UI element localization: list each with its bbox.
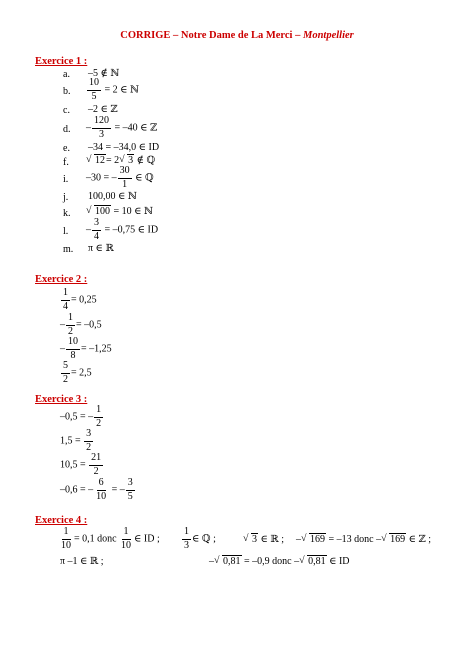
label-l: l. xyxy=(63,226,69,237)
label-i: i. xyxy=(63,174,69,185)
ex1-item-e: –34 = –34,0 ∈ ID xyxy=(88,142,160,153)
ex3-row-4: –0,6 = – $\frac{6}{10}$ = – $\frac{3}{5}$ xyxy=(60,477,133,502)
exercise-1-heading: Exercice 1 : xyxy=(35,56,88,67)
ex2-row-1: $\frac{1}{4}$ = 0,25 xyxy=(63,287,97,312)
label-a: a. xyxy=(63,69,70,80)
ex1-item-i: –30 = – $\frac{30}{1}$ ∈ ℚ xyxy=(86,165,154,190)
ex1-item-d: – $\frac{120}{3}$ = –40 ∈ ℤ xyxy=(86,115,158,140)
ex3-row-2: 1,5 = $\frac{3}{2}$ xyxy=(60,428,92,453)
ex4-item-1: $\frac{1}{10}$ = 0,1 donc xyxy=(61,526,117,551)
label-b: b. xyxy=(63,86,71,97)
label-j: j. xyxy=(63,192,69,203)
ex1-item-l: – $\frac{3}{4}$ = –0,75 ∈ ID xyxy=(86,217,159,242)
ex2-row-3: – $\frac{10}{8}$ = –1,25 xyxy=(60,336,112,361)
label-k: k. xyxy=(63,208,71,219)
page-title: CORRIGE – Notre Dame de La Merci – Montpellier xyxy=(120,30,354,41)
ex2-row-2: – $\frac{1}{2}$ = –0,5 xyxy=(60,312,102,337)
ex1-item-f: √ 12= 2√ 3 ∉ ℚ xyxy=(86,156,155,166)
ex3-row-3: 10,5 = $\frac{21}{2}$ xyxy=(60,452,102,477)
label-f: f. xyxy=(63,157,69,168)
ex4-item-6: π –1 ∈ ℝ ; xyxy=(60,556,104,567)
ex3-row-1: –0,5 = – $\frac{1}{2}$ xyxy=(60,404,102,429)
ex4-item-7: –√ 0,81 = –0,9 donc –√ 0,81 ∈ ID xyxy=(209,557,350,567)
ex1-item-b: $\frac{10}{5}$ = 2 ∈ ℕ xyxy=(89,77,140,102)
ex4-item-4: √ 3 ∈ ℝ ; xyxy=(243,535,284,545)
ex4-item-5: –√ 169 = –13 donc –√ 169 ∈ ℤ ; xyxy=(296,535,431,545)
ex2-row-4: $\frac{5}{2}$ = 2,5 xyxy=(63,360,92,385)
ex1-item-j: 100,00 ∈ ℕ xyxy=(88,191,138,202)
exercise-3-heading: Exercice 3 : xyxy=(35,394,88,405)
label-m: m. xyxy=(63,244,74,255)
ex1-item-m: π ∈ ℝ xyxy=(88,243,114,254)
label-c: c. xyxy=(63,105,70,116)
exercise-4-heading: Exercice 4 : xyxy=(35,515,88,526)
ex1-item-a: –5 ∉ ℕ xyxy=(88,68,120,79)
label-d: d. xyxy=(63,124,71,135)
ex1-item-k: √ 100 = 10 ∈ ℕ xyxy=(86,207,153,217)
exercise-2-heading: Exercice 2 : xyxy=(35,274,88,285)
label-e: e. xyxy=(63,143,70,154)
ex4-item-2: $\frac{1}{10}$ ∈ ID ; xyxy=(121,526,160,551)
ex4-item-3: $\frac{1}{3}$ ∈ ℚ ; xyxy=(184,526,216,551)
ex1-item-c: –2 ∈ ℤ xyxy=(88,104,118,115)
